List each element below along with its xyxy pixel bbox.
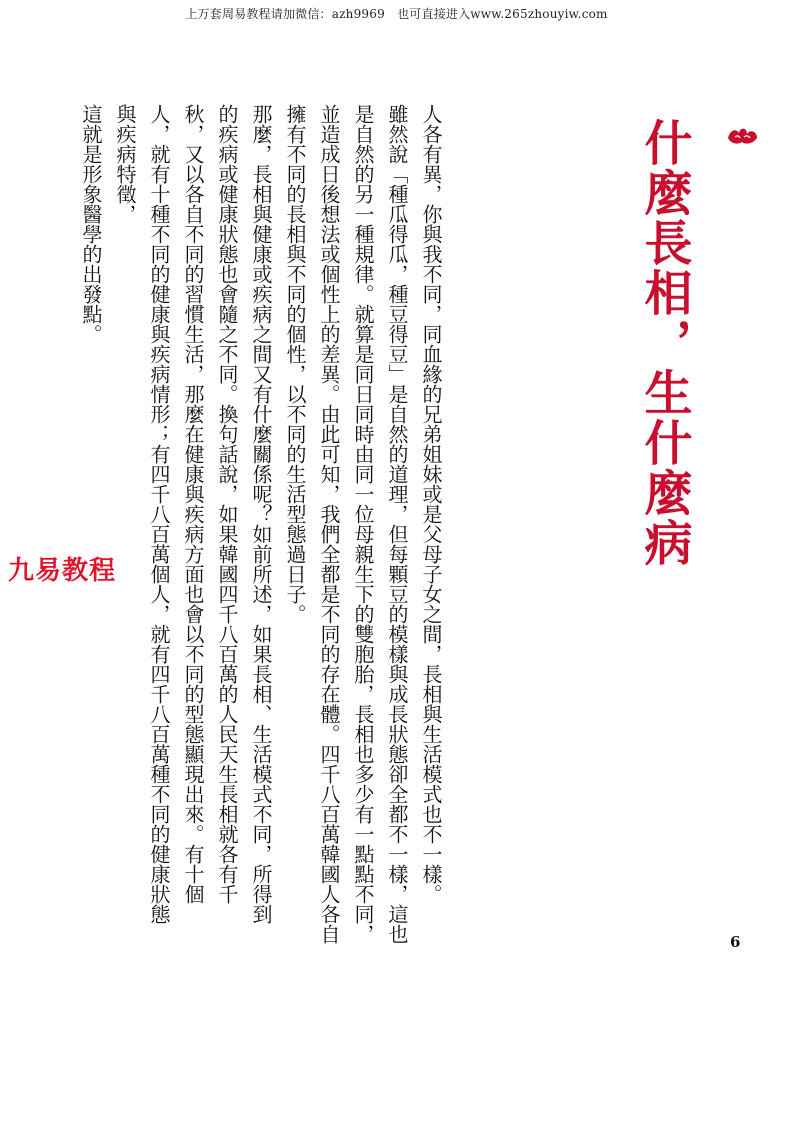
header-note: 上万套周易教程请加微信：azh9969 也可直接进入www.265zhouyiw.com — [185, 7, 608, 21]
paragraph-3: 那麼，長相與健康或疾病之間又有什麼關係呢？如前所述，如果長相、生活模式不同，所得到的疾病或健康狀態也會隨之不同。換句話說，如果韓國四千八百萬的人民天生長相就各有千秋，又以各自不同的習慣生活，那麼在健康與疾病方面也會以不同的型態顯現出來。有十個人，就有十種不同的健康與疾病情形；有四千八百萬個人，就有四千八百萬種不同的健康狀態與疾病特徵， — [113, 104, 273, 924]
watermark: 九易教程 — [8, 556, 117, 586]
paragraph-2: 雖然說「種瓜得瓜，種豆得豆」是自然的道理，但每顆豆的模樣與成長狀態卻全都不一樣，這也是自然的另一種規律。就算是同日同時由同一位母親生下的雙胞胎，長相也多少有一點點不同，並造成日後想法或個性上的差異。由此可知，我們全都是不同的存在體。四千八百萬韓國人各自擁有不同的長相與不同的個性，以不同的生活型態過日子。 — [283, 104, 409, 944]
body-text — [74, 104, 448, 964]
flower-ornament-icon — [726, 124, 760, 148]
paragraph-1: 人各有異，你與我不同，同血緣的兄弟姐妹或是父母子女之間，長相與生活模式也不一樣。 — [419, 104, 443, 904]
page-number: 6 — [730, 933, 741, 951]
paragraph-4: 這就是形象醫學的出發點。 — [79, 104, 103, 344]
chapter-title: 什麼長相，生什麼病 — [636, 118, 692, 568]
